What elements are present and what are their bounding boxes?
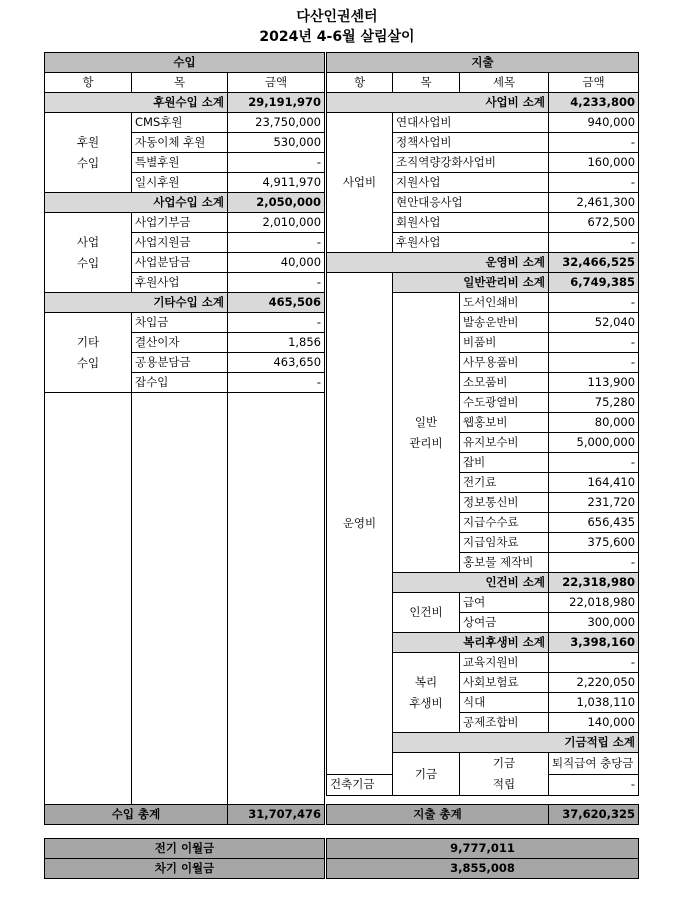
list-item: 퇴직급여 충당금	[549, 753, 639, 775]
amount: 160,000	[549, 153, 639, 173]
expense-table	[326, 52, 639, 825]
list-item: 웹홍보비	[460, 413, 549, 433]
amount: 5,000,000	[549, 433, 639, 453]
fund-mok: 기금 적립	[460, 753, 549, 796]
project-subtotal: 4,233,800	[549, 93, 639, 113]
amount: -	[549, 173, 639, 193]
amount: -	[549, 293, 639, 313]
list-item: 급여	[460, 593, 549, 613]
col-semok: 세목	[460, 73, 549, 93]
list-item: 소모품비	[460, 373, 549, 393]
amount: 300,000	[549, 613, 639, 633]
amount: 22,018,980	[549, 593, 639, 613]
list-item: 홍보물 제작비	[460, 553, 549, 573]
income-table	[44, 52, 325, 825]
list-item: 유지보수비	[460, 433, 549, 453]
amount: 4,911,970	[228, 173, 325, 193]
list-item: 후원사업	[393, 233, 549, 253]
amount: 672,500	[549, 213, 639, 233]
amount: -	[228, 153, 325, 173]
expense-total: 37,620,325	[549, 805, 639, 825]
general-mok: 일반 관리비	[393, 293, 460, 573]
list-item: 정보통신비	[460, 493, 549, 513]
col-amount: 금액	[549, 73, 639, 93]
next-carry: 3,855,008	[327, 859, 639, 879]
operation-hang: 운영비	[327, 273, 393, 775]
project-hang: 사업비	[327, 113, 393, 253]
col-amount: 금액	[228, 73, 325, 93]
list-item: 수도광열비	[460, 393, 549, 413]
list-item: 상여금	[460, 613, 549, 633]
list-item: 지급임차료	[460, 533, 549, 553]
list-item: 전기료	[460, 473, 549, 493]
income-total: 31,707,476	[228, 805, 325, 825]
amount: 463,650	[228, 353, 325, 373]
list-item: 식대	[460, 693, 549, 713]
amount: -	[228, 273, 325, 293]
amount: 23,750,000	[228, 113, 325, 133]
list-item: 후원사업	[132, 273, 228, 293]
amount: 530,000	[228, 133, 325, 153]
operation-subtotal-label: 운영비 소계	[327, 253, 549, 273]
list-item: 사회보험료	[460, 673, 549, 693]
expense-total-label: 지출 총계	[327, 805, 549, 825]
amount: -	[549, 133, 639, 153]
list-item: 교육지원비	[460, 653, 549, 673]
general-subtotal-label: 일반관리비 소계	[393, 273, 549, 293]
list-item: 현안대응사업	[393, 193, 549, 213]
business-subtotal-label: 사업수입 소계	[45, 193, 228, 213]
fund-hang: 기금	[393, 753, 460, 796]
list-item: 조직역량강화사업비	[393, 153, 549, 173]
list-item: 차입금	[132, 313, 228, 333]
list-item: 도서인쇄비	[460, 293, 549, 313]
amount: 375,600	[549, 533, 639, 553]
list-item: CMS후원	[132, 113, 228, 133]
amount: -	[549, 653, 639, 673]
amount: 940,000	[549, 113, 639, 133]
welfare-subtotal-label: 복리후생비 소계	[393, 633, 549, 653]
amount: -	[228, 373, 325, 393]
next-carry-label: 차기 이월금	[45, 859, 325, 879]
amount: 140,000	[549, 713, 639, 733]
sponsor-subtotal: 29,191,970	[228, 93, 325, 113]
list-item: 비품비	[460, 333, 549, 353]
list-item: 일시후원	[132, 173, 228, 193]
other-hang: 기타 수입	[45, 313, 132, 393]
amount: -	[549, 353, 639, 373]
amount: 2,220,050	[549, 673, 639, 693]
welfare-subtotal: 3,398,160	[549, 633, 639, 653]
sponsor-subtotal-label: 후원수입 소계	[45, 93, 228, 113]
amount: -	[228, 233, 325, 253]
amount: 40,000	[228, 253, 325, 273]
sponsor-hang: 후원 수입	[45, 113, 132, 193]
list-item: 지급수수료	[460, 513, 549, 533]
amount: -	[228, 313, 325, 333]
welfare-mok: 복리 후생비	[393, 653, 460, 733]
list-item: 결산이자	[132, 333, 228, 353]
amount: -	[549, 333, 639, 353]
amount: 2,461,300	[549, 193, 639, 213]
prev-carry: 9,777,011	[327, 839, 639, 859]
col-hang: 항	[45, 73, 132, 93]
list-item: 회원사업	[393, 213, 549, 233]
amount: -	[549, 233, 639, 253]
amount: 231,720	[549, 493, 639, 513]
amount: 52,040	[549, 313, 639, 333]
business-hang: 사업 수입	[45, 213, 132, 293]
list-item: 공제조합비	[460, 713, 549, 733]
fund-subtotal-label: 기금적립 소계	[393, 733, 639, 753]
amount: 80,000	[549, 413, 639, 433]
business-subtotal: 2,050,000	[228, 193, 325, 213]
list-item: 건축기금	[327, 774, 393, 796]
list-item: 자동이체 후원	[132, 133, 228, 153]
expense-header: 지출	[327, 53, 639, 73]
list-item: 사업지원금	[132, 233, 228, 253]
list-item: 사업분담금	[132, 253, 228, 273]
amount: -	[549, 453, 639, 473]
list-item: 발송운반비	[460, 313, 549, 333]
org-title: 다산인권센터	[296, 9, 378, 25]
amount: -	[549, 553, 639, 573]
list-item: 지원사업	[393, 173, 549, 193]
amount: 75,280	[549, 393, 639, 413]
list-item: 잡수입	[132, 373, 228, 393]
col-mok: 목	[132, 73, 228, 93]
list-item: 사무용품비	[460, 353, 549, 373]
income-header: 수입	[45, 53, 325, 73]
carry-table	[44, 838, 639, 879]
personnel-subtotal-label: 인건비 소계	[393, 573, 549, 593]
list-item: 정책사업비	[393, 133, 549, 153]
personnel-subtotal: 22,318,980	[549, 573, 639, 593]
operation-subtotal: 32,466,525	[549, 253, 639, 273]
col-hang: 항	[327, 73, 393, 93]
amount: -	[549, 774, 639, 796]
amount: 1,856	[228, 333, 325, 353]
project-subtotal-label: 사업비 소계	[327, 93, 549, 113]
amount: 113,900	[549, 373, 639, 393]
list-item: 잡비	[460, 453, 549, 473]
list-item: 공용분담금	[132, 353, 228, 373]
other-subtotal: 465,506	[228, 293, 325, 313]
amount: 656,435	[549, 513, 639, 533]
general-subtotal: 6,749,385	[549, 273, 639, 293]
personnel-mok: 인건비	[393, 593, 460, 633]
list-item: 사업기부금	[132, 213, 228, 233]
col-mok: 목	[393, 73, 460, 93]
amount: 164,410	[549, 473, 639, 493]
amount: 1,038,110	[549, 693, 639, 713]
other-subtotal-label: 기타수입 소계	[45, 293, 228, 313]
amount: 2,010,000	[228, 213, 325, 233]
period-title: 2024년 4-6월 살림살이	[259, 29, 415, 45]
prev-carry-label: 전기 이월금	[45, 839, 325, 859]
list-item: 특별후원	[132, 153, 228, 173]
list-item: 연대사업비	[393, 113, 549, 133]
income-total-label: 수입 총계	[45, 805, 228, 825]
